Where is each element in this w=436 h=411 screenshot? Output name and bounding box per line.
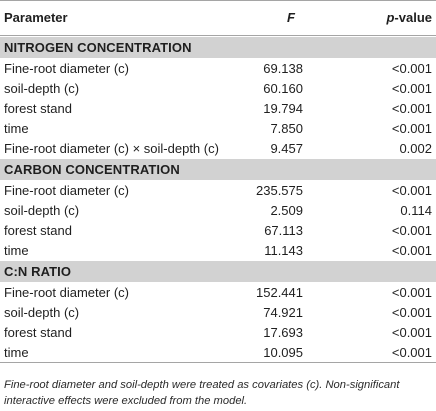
- table-footnote: Fine-root diameter and soil-depth were treated as covariates (c). Non-significant interactive effects were excluded from the model.: [4, 379, 400, 407]
- table-row: [0, 220, 436, 240]
- header-parameter: Parameter: [4, 10, 68, 25]
- table-row: [0, 342, 436, 362]
- row-f: 235.575: [256, 183, 303, 198]
- row-f: 60.160: [263, 81, 303, 96]
- row-parameter: forest stand: [4, 325, 72, 340]
- row-p: <0.001: [391, 61, 432, 76]
- table-row: [0, 58, 436, 78]
- row-f: 152.441: [256, 285, 303, 300]
- row-p: <0.001: [391, 243, 432, 258]
- row-parameter: forest stand: [4, 101, 72, 116]
- row-p: 0.114: [400, 203, 432, 218]
- row-parameter: soil-depth (c): [4, 81, 80, 96]
- header-p-value: [386, 10, 432, 25]
- row-f: 19.794: [263, 101, 303, 116]
- header-p-italic: p: [386, 10, 395, 25]
- table-row: [0, 282, 436, 302]
- row-f: 11.143: [264, 243, 303, 258]
- row-p: <0.001: [391, 345, 432, 360]
- row-parameter: Fine-root diameter (c): [4, 285, 129, 300]
- section-title: C:N RATIO: [4, 264, 72, 279]
- row-parameter: Fine-root diameter (c) × soil-depth (c): [4, 141, 219, 156]
- row-p: <0.001: [391, 223, 432, 238]
- table-row: [0, 180, 436, 200]
- row-f: 17.693: [263, 325, 303, 340]
- table-bottom-rule: [0, 362, 436, 363]
- row-p: <0.001: [391, 183, 432, 198]
- row-parameter: soil-depth (c): [4, 203, 80, 218]
- table-row: [0, 200, 436, 220]
- header-f: F: [287, 10, 295, 25]
- table-row: [0, 138, 436, 158]
- row-p: <0.001: [391, 285, 432, 300]
- row-p: <0.001: [391, 325, 432, 340]
- row-f: 74.921: [263, 305, 303, 320]
- row-f: 10.095: [263, 345, 303, 360]
- row-p: <0.001: [391, 121, 432, 136]
- header-p-rest: -value: [394, 10, 432, 25]
- row-parameter: Fine-root diameter (c): [4, 61, 129, 76]
- table-row: [0, 302, 436, 322]
- row-parameter: time: [4, 243, 29, 258]
- row-parameter: time: [4, 345, 29, 360]
- section-nitrogen: [0, 36, 436, 58]
- row-parameter: time: [4, 121, 29, 136]
- row-parameter: soil-depth (c): [4, 305, 80, 320]
- table-row: [0, 78, 436, 98]
- row-p: <0.001: [391, 81, 432, 96]
- row-parameter: forest stand: [4, 223, 72, 238]
- table-row: [0, 98, 436, 118]
- section-title: CARBON CONCENTRATION: [4, 162, 180, 177]
- row-p: <0.001: [391, 305, 432, 320]
- row-f: 9.457: [270, 141, 303, 156]
- row-p: 0.002: [399, 141, 432, 156]
- table-row: [0, 240, 436, 260]
- row-f: 2.509: [270, 203, 303, 218]
- section-cn-ratio: [0, 260, 436, 282]
- section-carbon: [0, 158, 436, 180]
- table-row: [0, 118, 436, 138]
- row-f: 69.138: [263, 61, 303, 76]
- row-parameter: Fine-root diameter (c): [4, 183, 129, 198]
- row-p: <0.001: [391, 101, 432, 116]
- section-title: NITROGEN CONCENTRATION: [4, 40, 192, 55]
- table-row: [0, 322, 436, 342]
- row-f: 7.850: [270, 121, 303, 136]
- row-f: 67.113: [264, 223, 303, 238]
- table-header: [0, 0, 436, 36]
